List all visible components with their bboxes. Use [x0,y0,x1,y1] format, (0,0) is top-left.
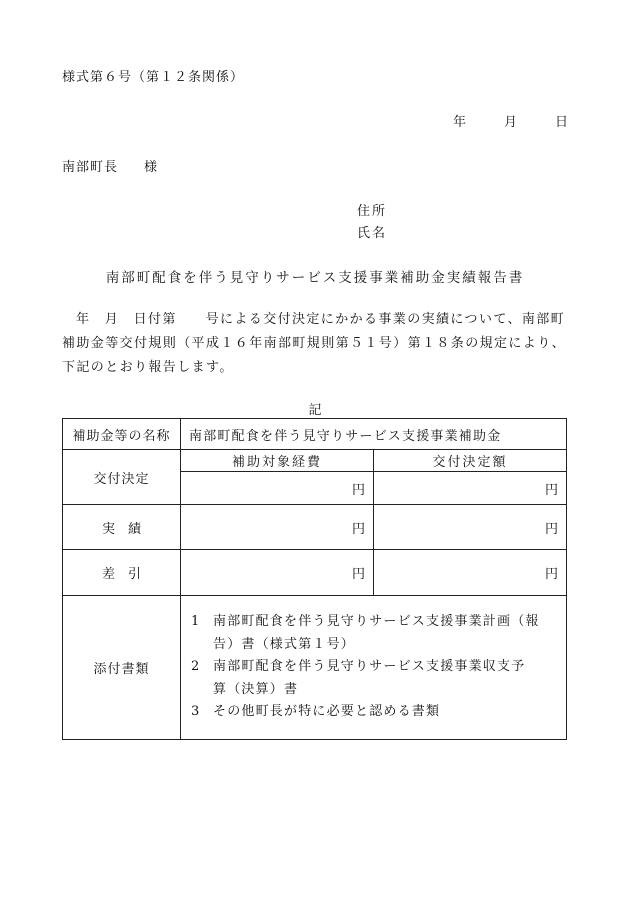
jisseki-amount-yen: 円 [374,505,567,550]
attachment-item: 1 南部町配食を伴う見守りサービス支援事業計画（報告）書（様式第１号） [191,614,540,652]
subsidy-name-value: 南部町配食を伴う見守りサービス支援事業補助金 [181,419,567,450]
sahiki-label: 差 引 [63,550,181,596]
row-kofu-header [63,450,567,472]
col-expense-header: 補助対象経費 [181,450,374,472]
applicant-block [357,201,387,245]
kofu-amount-yen: 円 [374,472,567,505]
subsidy-name-label: 補助金等の名称 [63,419,181,450]
body-paragraph [62,308,572,380]
row-sahiki [63,550,567,596]
report-table [62,418,567,740]
date-day: 日 [554,115,568,130]
form-number: 様式第６号（第１２条関係） [62,70,245,85]
jisseki-label: 実 績 [63,505,181,550]
sahiki-amount-yen: 円 [374,550,567,596]
addressee [62,156,158,175]
row-attachments [63,596,567,740]
attachment-item: 3 その他町長が特に必要と認める書類 [191,704,441,720]
col-amount-header: 交付決定額 [374,450,567,472]
addressee-name: 南部町長 [62,160,119,175]
kofu-expense-yen: 円 [181,472,374,505]
date-line [453,111,568,130]
row-jisseki [63,505,567,550]
body-paragraph-text: 年 月 日付第 号による交付決定にかかる事業の実績について、南部町補助金等交付規則（平成１６年南部町規則第５１号）第１８条の規定により、下記のとおり報告します。 [62,312,567,375]
date-year: 年 [452,115,466,130]
address-label: 住所 [357,204,388,219]
jisseki-expense-yen: 円 [181,505,374,550]
sahiki-expense-yen: 円 [181,550,374,596]
date-month: 月 [503,115,517,130]
attachment-item: 2 南部町配食を伴う見守りサービス支援事業収支予算（決算）書 [191,659,526,697]
attachment-list [181,596,567,740]
addressee-suffix: 様 [144,160,159,175]
attach-label: 添付書類 [63,596,181,740]
document-title: 南部町配食を伴う見守りサービス支援事業補助金実績報告書 [105,270,525,286]
row-subsidy-name [63,419,567,450]
kofu-label: 交付決定 [63,450,181,505]
name-label: 氏名 [357,226,388,241]
ki-marker: 記 [308,403,322,418]
